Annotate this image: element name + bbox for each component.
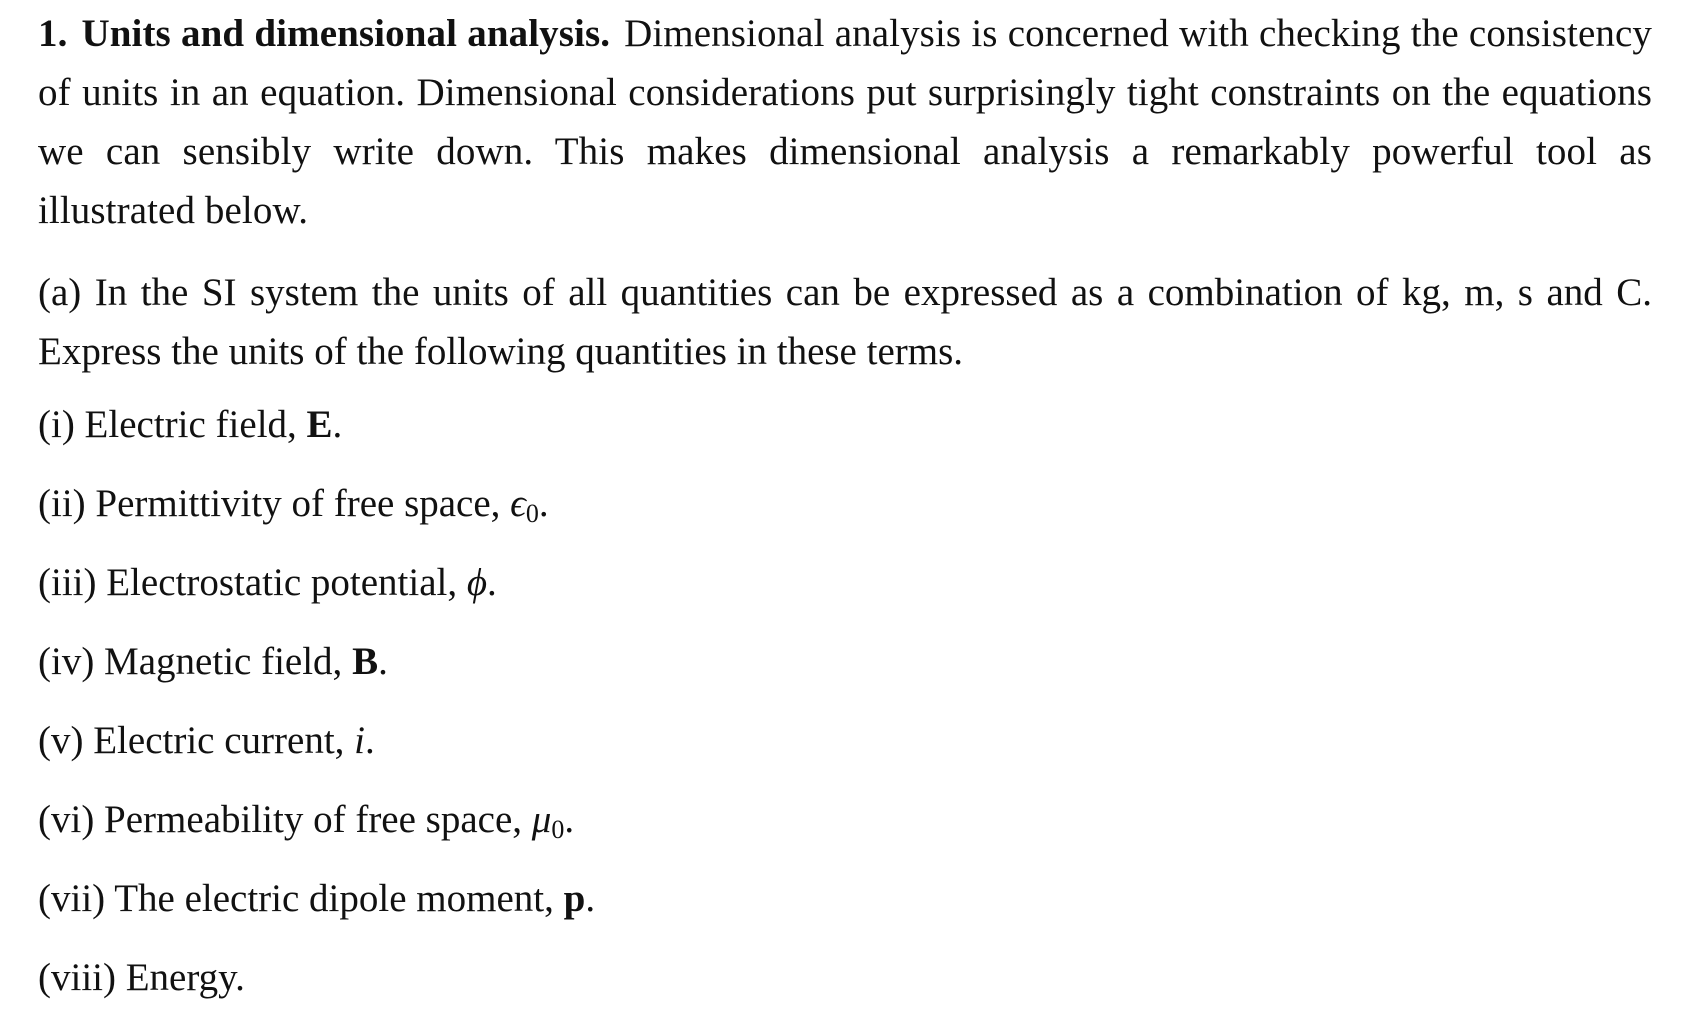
problem-intro-text: Dimensional analysis is concerned with checking the consistency of units in an equation. Dimensional considerations put surprisingly tight constraints on the equations we can sensibly write down. This makes dimensional analysis a remarkably powerful tool as illustrated below. (38, 12, 1652, 232)
item-symbol: i (354, 719, 365, 762)
item-end: . (564, 798, 575, 841)
list-item (38, 401, 1652, 449)
item-end: . (332, 403, 343, 446)
item-end: . (487, 561, 497, 604)
problem-heading: Units and dimensional analysis. (81, 12, 611, 55)
item-label: (iv) Magnetic field, (38, 640, 353, 683)
item-label: (i) Electric field, (38, 403, 307, 446)
part-a-text: (a) In the SI system the units of all quantities can be expressed as a combination of kg, m, s and C. Express the units of the following quantities in these terms. (38, 271, 1652, 373)
item-symbol: B (352, 640, 379, 683)
item-label: (ii) Permittivity of free space, (38, 482, 511, 525)
item-symbol: ϕ (466, 561, 488, 604)
item-end: . (538, 482, 549, 525)
list-item (38, 954, 1652, 1002)
item-end: . (365, 719, 375, 762)
problem-intro (38, 0, 1652, 240)
item-label: (vii) The electric dipole moment, (38, 877, 564, 920)
item-end: . (378, 640, 388, 683)
item-label: (vi) Permeability of free space, (38, 798, 532, 841)
item-symbol: μ (531, 798, 552, 841)
list-item (38, 638, 1652, 686)
problem-number: 1. (38, 12, 68, 55)
item-symbol: E (306, 403, 333, 446)
list-item (38, 717, 1652, 765)
list-item (38, 480, 1652, 528)
item-label: (iii) Electrostatic potential, (38, 561, 467, 604)
item-label: (viii) Energy. (38, 956, 245, 999)
item-subscript: 0 (551, 815, 565, 844)
list-item (38, 559, 1652, 607)
item-label: (v) Electric current, (38, 719, 355, 762)
item-end: . (585, 877, 596, 920)
item-symbol: ϵ (510, 482, 526, 525)
item-symbol: p (563, 877, 586, 920)
list-item (38, 875, 1652, 923)
list-item (38, 796, 1652, 844)
item-subscript: 0 (525, 499, 539, 528)
quantity-list (38, 401, 1652, 1002)
document-page (38, 0, 1652, 1033)
